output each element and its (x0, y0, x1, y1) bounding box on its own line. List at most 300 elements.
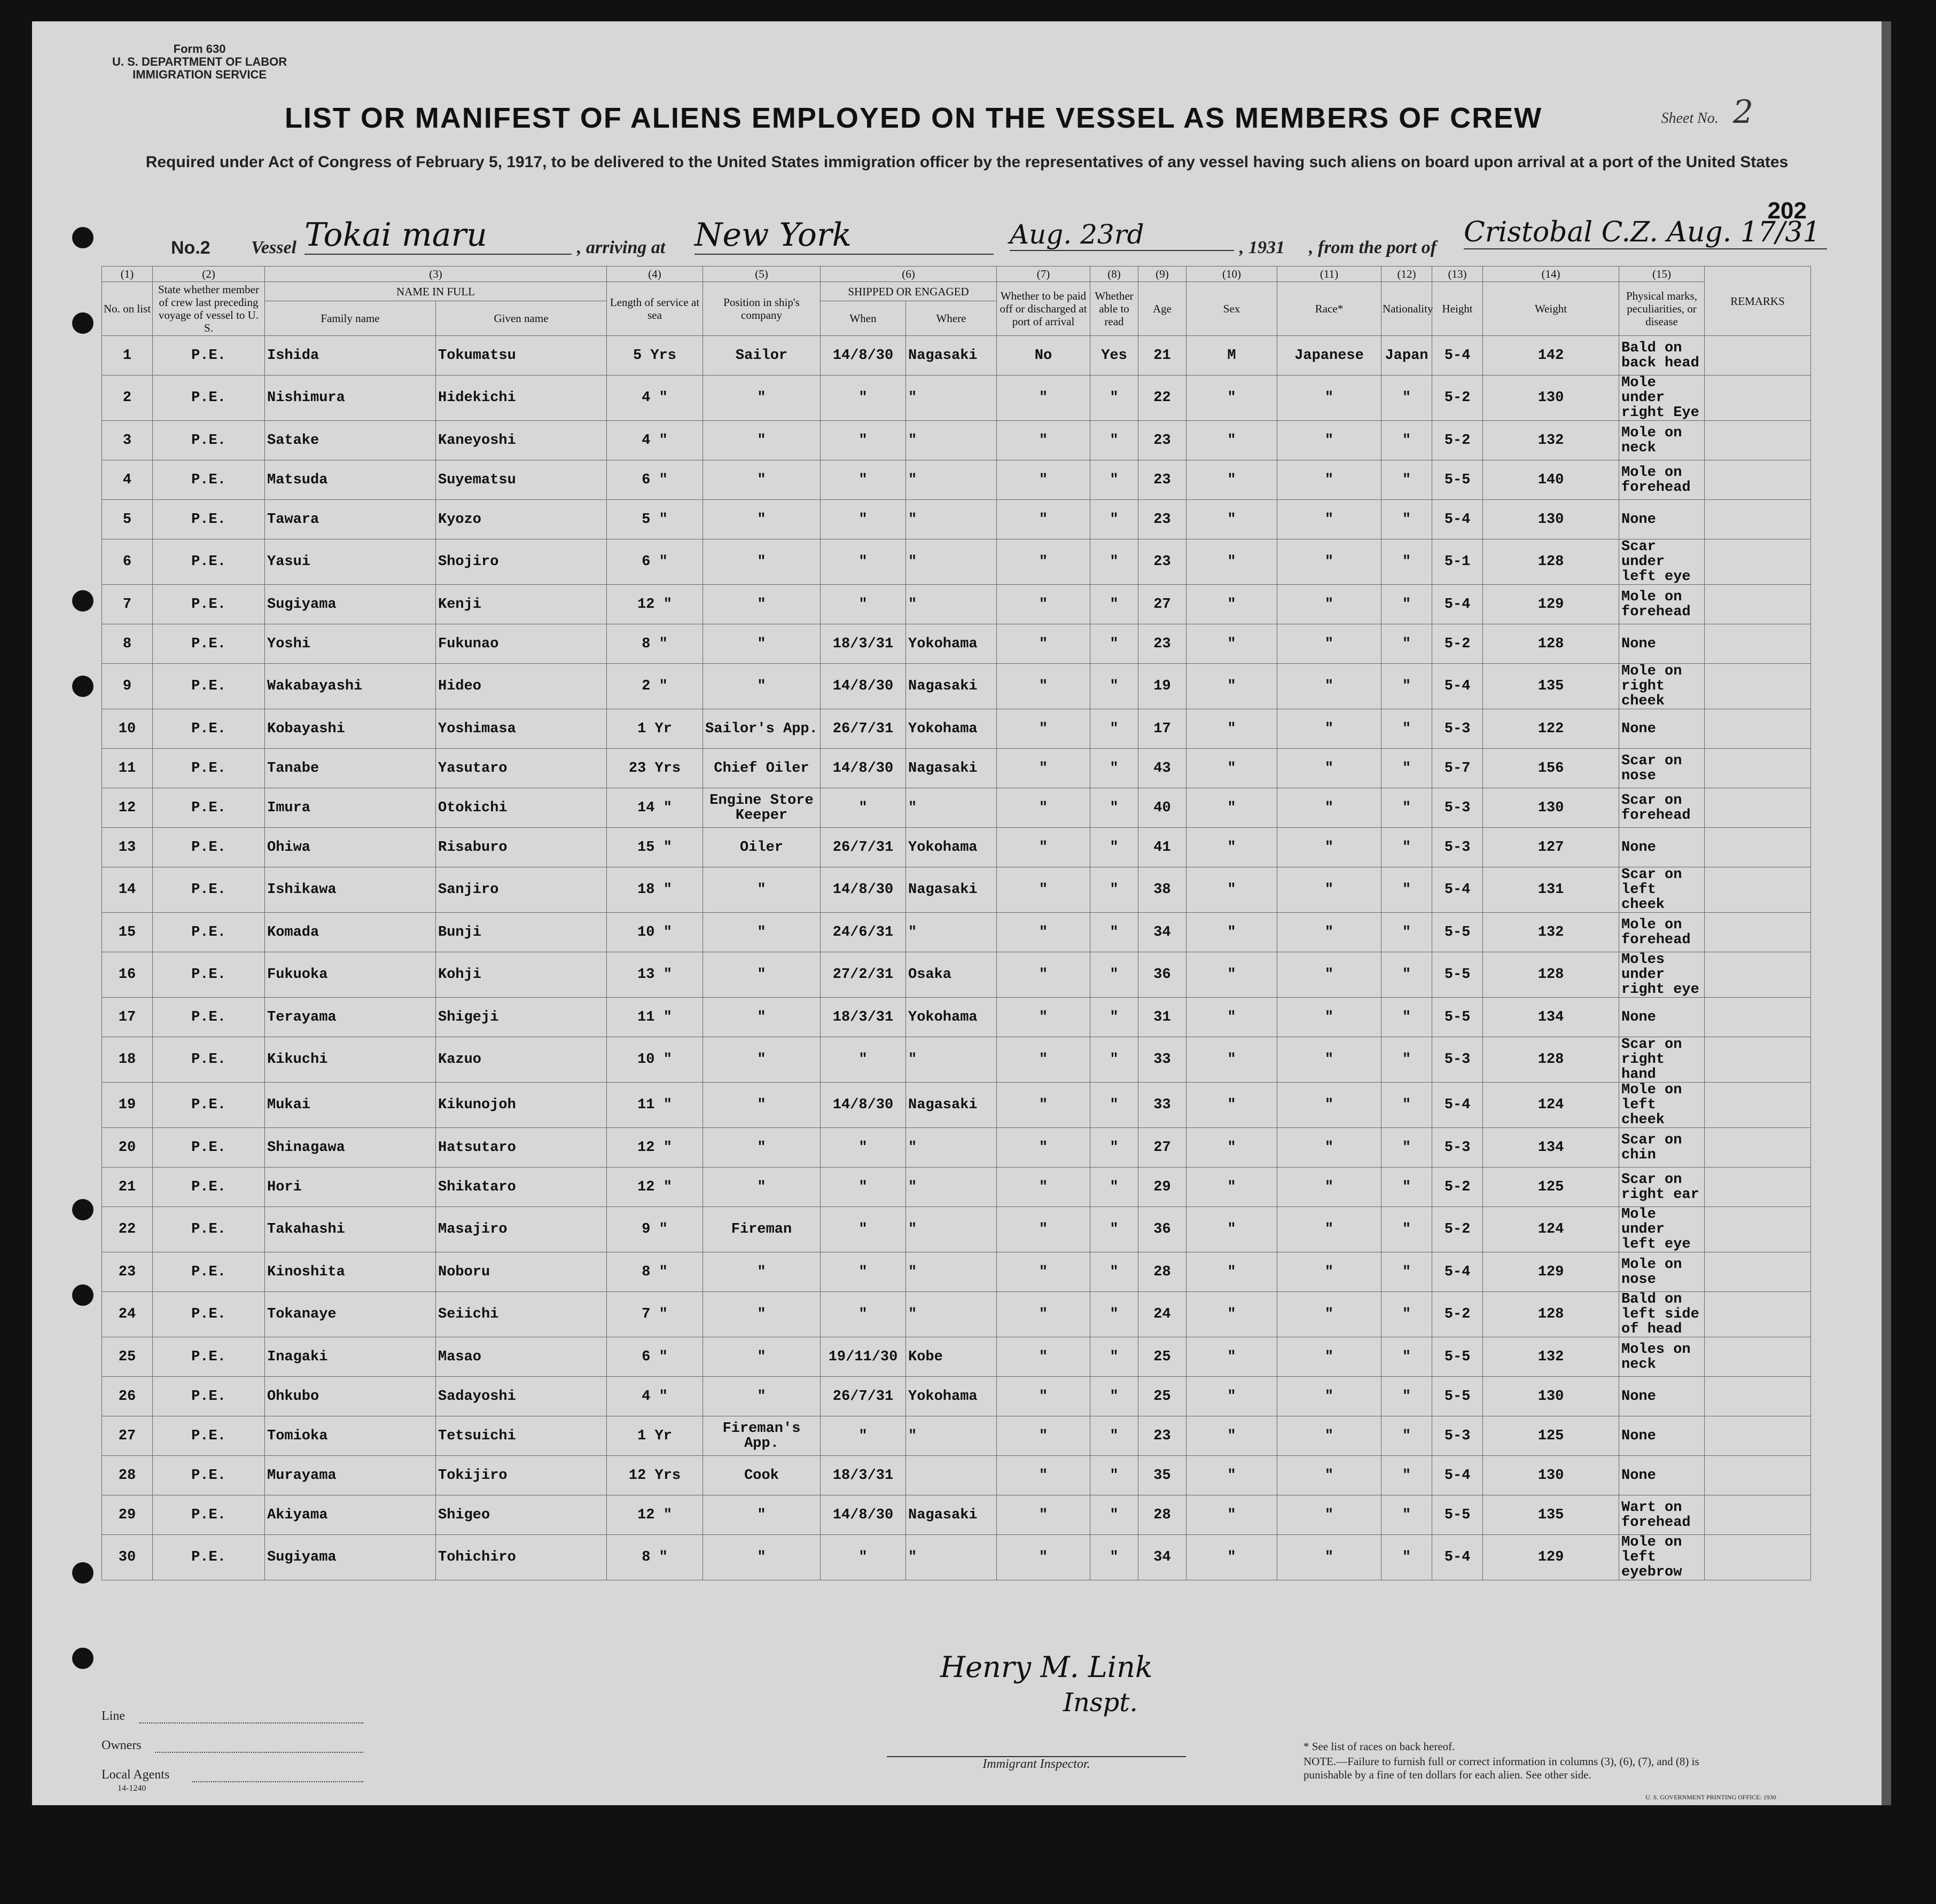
from-port: Cristobal C.Z. Aug. 17/31 (1464, 216, 1827, 249)
cell-remarks (1705, 1128, 1811, 1168)
cell-paid: " (997, 1337, 1090, 1377)
cell-remarks (1705, 1337, 1811, 1377)
cell-height: 5-5 (1432, 460, 1483, 500)
cell-race: " (1277, 624, 1381, 664)
cell-position: Engine Store Keeper (703, 788, 821, 828)
cell-paid: " (997, 1168, 1090, 1207)
cell-crew: P.E. (153, 460, 265, 500)
cell-when: 18/3/31 (821, 624, 906, 664)
cell-marks: Mole on neck (1619, 421, 1705, 460)
cell-position: " (703, 1292, 821, 1337)
cell-when: " (821, 1292, 906, 1337)
table-row (102, 1207, 1811, 1252)
cell-sex: " (1186, 664, 1277, 709)
cell-position: " (703, 867, 821, 913)
cell-age: 38 (1138, 867, 1186, 913)
cell-family: Shinagawa (265, 1128, 436, 1168)
cell-nat: " (1381, 539, 1432, 585)
cell-paid: " (997, 1416, 1090, 1456)
header-height: Height (1432, 282, 1483, 336)
cell-where: " (906, 1252, 997, 1292)
cell-where: Osaka (906, 952, 997, 998)
cell-paid: " (997, 539, 1090, 585)
cell-given: Tetsuichi (436, 1416, 607, 1456)
cell-nat: " (1381, 1456, 1432, 1495)
cell-nat: " (1381, 788, 1432, 828)
cell-race: " (1277, 1416, 1381, 1456)
fine-note: NOTE.—Failure to furnish full or correct information in columns (3), (6), (7), and (8) is punishable by a fine of ten dollars for each alien. See other side. (1303, 1755, 1699, 1781)
cell-when: 26/7/31 (821, 1377, 906, 1416)
cell-position: " (703, 1168, 821, 1207)
cell-family: Ohiwa (265, 828, 436, 867)
owners-label: Owners (102, 1738, 142, 1752)
cell-sex: " (1186, 1037, 1277, 1083)
cell-age: 28 (1138, 1495, 1186, 1535)
cell-paid: " (997, 1207, 1090, 1252)
cell-paid: " (997, 1292, 1090, 1337)
cell-when: 14/8/30 (821, 1495, 906, 1535)
cell-height: 5-5 (1432, 952, 1483, 998)
arriving-label: , arriving at (577, 238, 666, 257)
cell-when: " (821, 375, 906, 421)
cell-remarks (1705, 460, 1811, 500)
cell-marks: Mole on forehead (1619, 585, 1705, 624)
cell-weight: 142 (1483, 336, 1619, 375)
cell-paid: " (997, 1535, 1090, 1580)
cell-age: 23 (1138, 421, 1186, 460)
arrival-date: Aug. 23rd (1010, 219, 1234, 251)
cell-read: " (1090, 664, 1138, 709)
cell-height: 5-3 (1432, 1128, 1483, 1168)
department-name: U. S. DEPARTMENT OF LABOR (112, 55, 287, 68)
cell-no: 15 (102, 913, 153, 952)
cell-age: 36 (1138, 952, 1186, 998)
cell-nat: " (1381, 664, 1432, 709)
cell-height: 5-3 (1432, 1037, 1483, 1083)
cell-given: Shikataro (436, 1168, 607, 1207)
cell-sex: " (1186, 585, 1277, 624)
requirement-text: Required under Act of Congress of February 5, 1917, to be delivered to the United States immigration officer by the representatives of any vessel having such aliens on board upon arrival at a port of the United States (145, 153, 1789, 171)
cell-read: " (1090, 709, 1138, 749)
cell-height: 5-3 (1432, 828, 1483, 867)
cell-sex: " (1186, 1535, 1277, 1580)
cell-paid: " (997, 585, 1090, 624)
cell-where: Yokohama (906, 828, 997, 867)
col-num: (8) (1090, 267, 1138, 282)
header-paid-off: Whether to be paid off or discharged at port of arrival (997, 282, 1090, 336)
cell-nat: " (1381, 585, 1432, 624)
cell-where (906, 1456, 997, 1495)
table-row (102, 664, 1811, 709)
table-row (102, 539, 1811, 585)
cell-given: Kohji (436, 952, 607, 998)
manifest-sheet (32, 21, 1891, 1805)
cell-age: 40 (1138, 788, 1186, 828)
cell-family: Komada (265, 913, 436, 952)
cell-sex: " (1186, 1207, 1277, 1252)
cell-read: " (1090, 749, 1138, 788)
cell-height: 5-5 (1432, 1377, 1483, 1416)
cell-where: Nagasaki (906, 336, 997, 375)
cell-remarks (1705, 913, 1811, 952)
cell-nat: " (1381, 421, 1432, 460)
cell-read: " (1090, 1377, 1138, 1416)
cell-marks: Bald on back head (1619, 336, 1705, 375)
cell-remarks (1705, 585, 1811, 624)
cell-no: 3 (102, 421, 153, 460)
cell-sex: " (1186, 500, 1277, 539)
cell-age: 34 (1138, 913, 1186, 952)
cell-service: 23 Yrs (607, 749, 703, 788)
cell-age: 33 (1138, 1037, 1186, 1083)
cell-no: 6 (102, 539, 153, 585)
header-race: Race* (1277, 282, 1381, 336)
cell-marks: Mole on right cheek (1619, 664, 1705, 709)
cell-weight: 128 (1483, 624, 1619, 664)
cell-family: Akiyama (265, 1495, 436, 1535)
cell-remarks (1705, 709, 1811, 749)
owners-field (155, 1752, 363, 1753)
cell-race: " (1277, 1535, 1381, 1580)
cell-age: 31 (1138, 998, 1186, 1037)
cell-nat: " (1381, 1416, 1432, 1456)
cell-nat: " (1381, 1337, 1432, 1377)
cell-service: 12 Yrs (607, 1456, 703, 1495)
col-num: (3) (265, 267, 607, 282)
cell-height: 5-4 (1432, 585, 1483, 624)
cell-nat: " (1381, 460, 1432, 500)
cell-read: " (1090, 913, 1138, 952)
cell-weight: 132 (1483, 421, 1619, 460)
cell-sex: " (1186, 867, 1277, 913)
cell-weight: 131 (1483, 867, 1619, 913)
cell-race: " (1277, 709, 1381, 749)
cell-read: " (1090, 1337, 1138, 1377)
cell-read: " (1090, 952, 1138, 998)
cell-age: 23 (1138, 460, 1186, 500)
cell-read: " (1090, 998, 1138, 1037)
table-row (102, 1495, 1811, 1535)
vessel-line (128, 216, 1822, 264)
cell-position: " (703, 952, 821, 998)
sheet-value: 2 (1732, 93, 1753, 131)
cell-paid: " (997, 952, 1090, 998)
col-num: (7) (997, 267, 1090, 282)
cell-service: 14 " (607, 788, 703, 828)
cell-age: 25 (1138, 1337, 1186, 1377)
cell-crew: P.E. (153, 1495, 265, 1535)
cell-when: 26/7/31 (821, 828, 906, 867)
cell-read: " (1090, 1252, 1138, 1292)
table-row (102, 460, 1811, 500)
cell-height: 5-4 (1432, 336, 1483, 375)
cell-weight: 130 (1483, 500, 1619, 539)
cell-remarks (1705, 952, 1811, 998)
cell-height: 5-1 (1432, 539, 1483, 585)
cell-when: " (821, 539, 906, 585)
cell-service: 11 " (607, 998, 703, 1037)
cell-race: " (1277, 1337, 1381, 1377)
cell-remarks (1705, 998, 1811, 1037)
cell-paid: " (997, 828, 1090, 867)
header-able-read: Whether able to read (1090, 282, 1138, 336)
cell-read: " (1090, 1292, 1138, 1337)
inspector-signature: Henry M. Link (940, 1650, 1153, 1684)
header-no-on-list: No. on list (102, 282, 153, 336)
cell-marks: Bald on left side of head (1619, 1292, 1705, 1337)
cell-marks: Scar on right ear (1619, 1168, 1705, 1207)
cell-height: 5-5 (1432, 1495, 1483, 1535)
cell-no: 24 (102, 1292, 153, 1337)
cell-read: " (1090, 421, 1138, 460)
cell-crew: P.E. (153, 664, 265, 709)
col-num: (15) (1619, 267, 1705, 282)
cell-age: 34 (1138, 1535, 1186, 1580)
cell-when: 26/7/31 (821, 709, 906, 749)
cell-marks: Scar on nose (1619, 749, 1705, 788)
cell-weight: 130 (1483, 1456, 1619, 1495)
cell-remarks (1705, 1252, 1811, 1292)
header-row (102, 282, 1811, 301)
cell-no: 17 (102, 998, 153, 1037)
cell-height: 5-4 (1432, 1456, 1483, 1495)
cell-family: Fukuoka (265, 952, 436, 998)
col-num: (2) (153, 267, 265, 282)
cell-marks: Moles on neck (1619, 1337, 1705, 1377)
cell-when: 14/8/30 (821, 664, 906, 709)
cell-weight: 128 (1483, 1292, 1619, 1337)
cell-given: Yasutaro (436, 749, 607, 788)
cell-when: 18/3/31 (821, 998, 906, 1037)
cell-service: 9 " (607, 1207, 703, 1252)
table-row (102, 867, 1811, 913)
cell-remarks (1705, 500, 1811, 539)
cell-no: 18 (102, 1037, 153, 1083)
cell-family: Wakabayashi (265, 664, 436, 709)
cell-weight: 135 (1483, 664, 1619, 709)
cell-when: " (821, 1535, 906, 1580)
cell-given: Tokumatsu (436, 336, 607, 375)
col-num: (6) (821, 267, 997, 282)
cell-when: 14/8/30 (821, 749, 906, 788)
cell-when: 19/11/30 (821, 1337, 906, 1377)
cell-family: Yoshi (265, 624, 436, 664)
cell-service: 10 " (607, 1037, 703, 1083)
cell-crew: P.E. (153, 1128, 265, 1168)
cell-position: " (703, 1495, 821, 1535)
cell-nat: " (1381, 709, 1432, 749)
cell-where: " (906, 1416, 997, 1456)
cell-age: 19 (1138, 664, 1186, 709)
cell-service: 10 " (607, 913, 703, 952)
cell-crew: P.E. (153, 500, 265, 539)
cell-where: " (906, 1207, 997, 1252)
cell-weight: 135 (1483, 1495, 1619, 1535)
header-marks: Physical marks, peculiarities, or disease (1619, 282, 1705, 336)
cell-race: " (1277, 828, 1381, 867)
cell-no: 26 (102, 1377, 153, 1416)
cell-weight: 125 (1483, 1416, 1619, 1456)
cell-when: " (821, 460, 906, 500)
cell-family: Satake (265, 421, 436, 460)
cell-marks: Scar under left eye (1619, 539, 1705, 585)
cell-race: " (1277, 1083, 1381, 1128)
cell-race: " (1277, 867, 1381, 913)
cell-where: Nagasaki (906, 1083, 997, 1128)
form-number: Form 630 (173, 42, 226, 56)
col-num: (4) (607, 267, 703, 282)
cell-service: 15 " (607, 828, 703, 867)
cell-weight: 134 (1483, 1128, 1619, 1168)
page-stamp: 202 (1767, 198, 1807, 224)
cell-age: 21 (1138, 336, 1186, 375)
cell-crew: P.E. (153, 1207, 265, 1252)
inspector-signature-title: Inspt. (1063, 1688, 1138, 1718)
cell-race: " (1277, 460, 1381, 500)
cell-nat: " (1381, 952, 1432, 998)
cell-age: 33 (1138, 1083, 1186, 1128)
cell-no: 28 (102, 1456, 153, 1495)
cell-family: Tomioka (265, 1416, 436, 1456)
printer-mark: U. S. GOVERNMENT PRINTING OFFICE: 1930 (1645, 1793, 1776, 1801)
line-label: Line (102, 1709, 125, 1723)
cell-sex: " (1186, 749, 1277, 788)
cell-where: " (906, 375, 997, 421)
cell-crew: P.E. (153, 1292, 265, 1337)
cell-read: " (1090, 828, 1138, 867)
cell-paid: " (997, 1252, 1090, 1292)
cell-position: " (703, 421, 821, 460)
cell-nat: " (1381, 1495, 1432, 1535)
cell-given: Kyozo (436, 500, 607, 539)
table-row (102, 998, 1811, 1037)
cell-race: " (1277, 952, 1381, 998)
cell-crew: P.E. (153, 624, 265, 664)
cell-given: Tokijiro (436, 1456, 607, 1495)
cell-weight: 124 (1483, 1083, 1619, 1128)
cell-no: 7 (102, 585, 153, 624)
cell-race: " (1277, 375, 1381, 421)
cell-age: 28 (1138, 1252, 1186, 1292)
table-row (102, 1128, 1811, 1168)
cell-sex: " (1186, 788, 1277, 828)
cell-position: Fireman's App. (703, 1416, 821, 1456)
cell-crew: P.E. (153, 375, 265, 421)
cell-given: Suyematsu (436, 460, 607, 500)
table-row (102, 1083, 1811, 1128)
cell-height: 5-4 (1432, 1252, 1483, 1292)
cell-no: 23 (102, 1252, 153, 1292)
col-num: (13) (1432, 267, 1483, 282)
cell-marks: Mole on left eyebrow (1619, 1535, 1705, 1580)
table-row (102, 1535, 1811, 1580)
cell-race: Japanese (1277, 336, 1381, 375)
cell-family: Kobayashi (265, 709, 436, 749)
cell-marks: Mole on left cheek (1619, 1083, 1705, 1128)
cell-position: " (703, 913, 821, 952)
cell-remarks (1705, 749, 1811, 788)
cell-sex: " (1186, 1168, 1277, 1207)
cell-height: 5-4 (1432, 1083, 1483, 1128)
cell-paid: " (997, 788, 1090, 828)
cell-crew: P.E. (153, 1535, 265, 1580)
cell-crew: P.E. (153, 1377, 265, 1416)
cell-when: 24/6/31 (821, 913, 906, 952)
cell-family: Kinoshita (265, 1252, 436, 1292)
vessel-name: Tokai maru (305, 216, 572, 255)
cell-position: " (703, 1252, 821, 1292)
table-row (102, 1337, 1811, 1377)
cell-service: 4 " (607, 375, 703, 421)
cell-age: 29 (1138, 1168, 1186, 1207)
cell-sex: " (1186, 421, 1277, 460)
cell-race: " (1277, 1292, 1381, 1337)
cell-crew: P.E. (153, 709, 265, 749)
table-row (102, 1037, 1811, 1083)
cell-family: Ishikawa (265, 867, 436, 913)
cell-no: 16 (102, 952, 153, 998)
cell-sex: " (1186, 1416, 1277, 1456)
cell-where: Kobe (906, 1337, 997, 1377)
cell-when: " (821, 1207, 906, 1252)
cell-marks: Scar on forehead (1619, 788, 1705, 828)
cell-crew: P.E. (153, 421, 265, 460)
cell-where: " (906, 1535, 997, 1580)
cell-where: Nagasaki (906, 1495, 997, 1535)
cell-given: Seiichi (436, 1292, 607, 1337)
col-num: (11) (1277, 267, 1381, 282)
table-row (102, 1252, 1811, 1292)
cell-given: Masao (436, 1337, 607, 1377)
cell-sex: " (1186, 1252, 1277, 1292)
cell-position: " (703, 1083, 821, 1128)
cell-service: 12 " (607, 1495, 703, 1535)
cell-age: 22 (1138, 375, 1186, 421)
cell-weight: 134 (1483, 998, 1619, 1037)
cell-no: 9 (102, 664, 153, 709)
cell-weight: 129 (1483, 585, 1619, 624)
cell-no: 25 (102, 1337, 153, 1377)
cell-family: Murayama (265, 1456, 436, 1495)
cell-read: Yes (1090, 336, 1138, 375)
table-row (102, 1416, 1811, 1456)
header-weight: Weight (1483, 282, 1619, 336)
cell-read: " (1090, 1207, 1138, 1252)
cell-marks: None (1619, 998, 1705, 1037)
cell-given: Kikunojoh (436, 1083, 607, 1128)
cell-family: Tanabe (265, 749, 436, 788)
cell-service: 4 " (607, 421, 703, 460)
cell-service: 8 " (607, 1252, 703, 1292)
header-nationality: Nationality (1381, 282, 1432, 336)
cell-marks: Mole under left eye (1619, 1207, 1705, 1252)
cell-given: Kaneyoshi (436, 421, 607, 460)
cell-read: " (1090, 1083, 1138, 1128)
cell-where: " (906, 788, 997, 828)
cell-marks: None (1619, 624, 1705, 664)
cell-when: " (821, 1252, 906, 1292)
cell-age: 17 (1138, 709, 1186, 749)
cell-height: 5-3 (1432, 709, 1483, 749)
cell-remarks (1705, 375, 1811, 421)
cell-remarks (1705, 1168, 1811, 1207)
cell-nat: " (1381, 375, 1432, 421)
binder-hole (72, 676, 93, 697)
cell-weight: 132 (1483, 913, 1619, 952)
cell-race: " (1277, 1377, 1381, 1416)
cell-when: 14/8/30 (821, 336, 906, 375)
cell-marks: Mole under right Eye (1619, 375, 1705, 421)
